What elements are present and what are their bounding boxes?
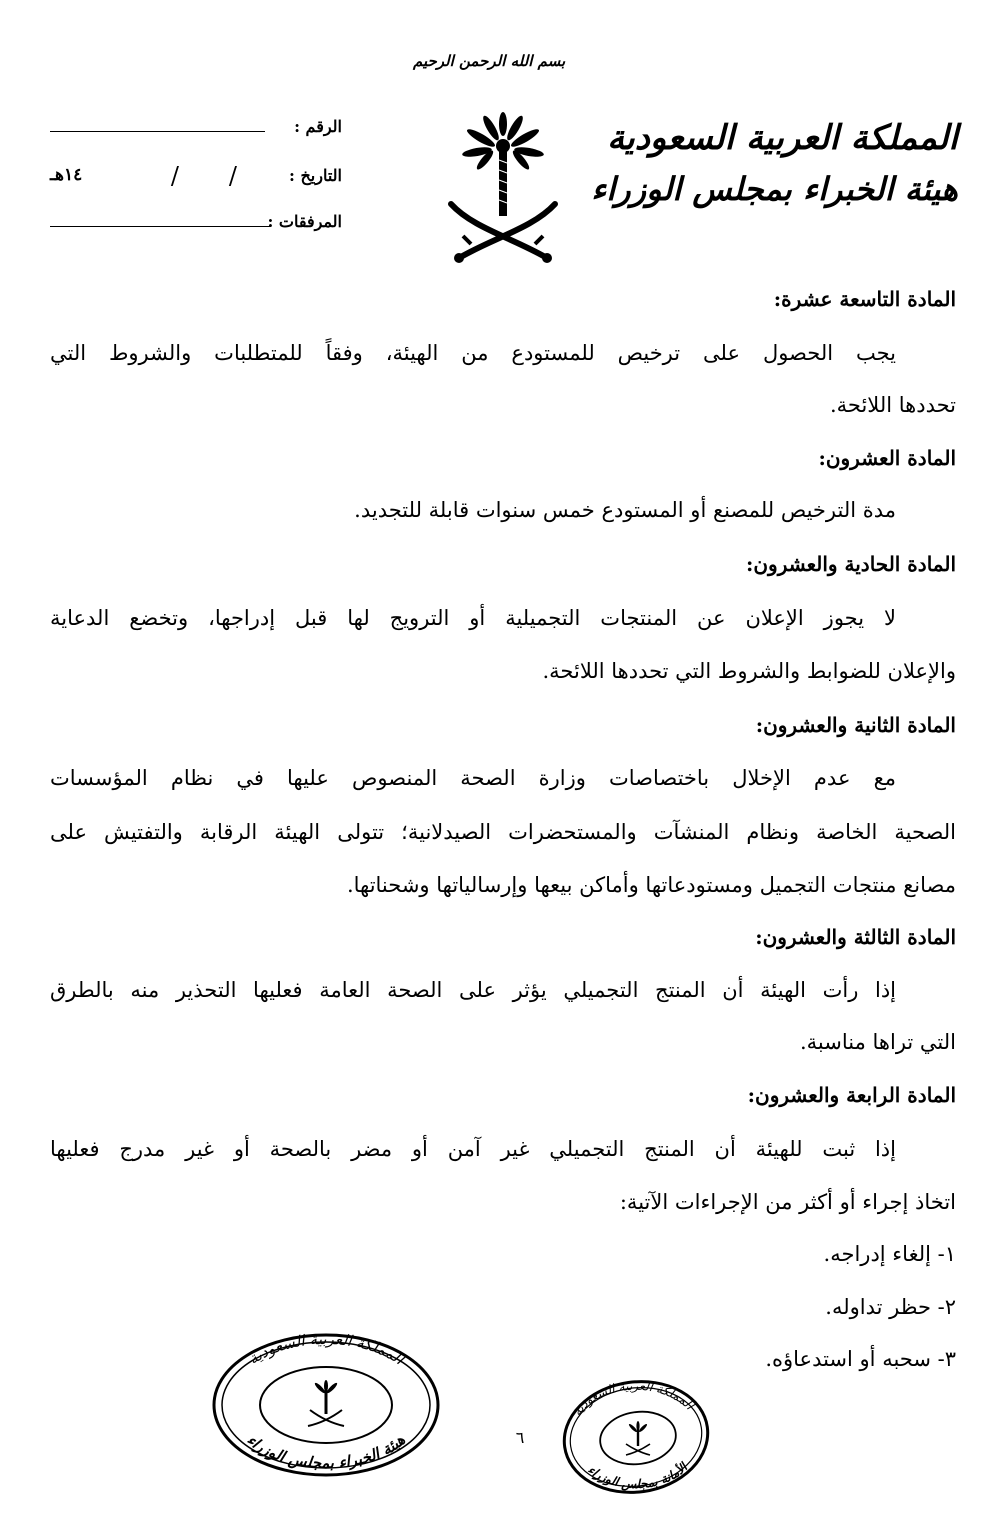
date-year-suffix: ١٤هـ: [50, 165, 83, 185]
article-text-line: لا يجوز الإعلان عن المنتجات التجميلية أو الترويج لها قبل إدراجها، وتخضع الدعاية: [50, 606, 896, 630]
svg-text:المملكة العربية السعودية: المملكة العربية السعودية: [569, 1378, 697, 1419]
article-heading: المادة التاسعة عشرة:: [773, 287, 956, 311]
reference-field: [50, 117, 342, 141]
article-text-line: التي تراها مناسبة.: [799, 1030, 956, 1054]
page-number: ٦: [515, 1428, 525, 1447]
date-slash: /: [228, 162, 237, 190]
date-field: [50, 162, 342, 190]
official-stamp-seal-icon: [560, 1378, 712, 1496]
article-text-line: اتخاذ إجراء أو أكثر من الإجراءات الآتية:: [619, 1190, 956, 1214]
list-item: ٢- حظر تداوله.: [825, 1295, 956, 1319]
palm-and-crossed-swords-emblem-icon: [443, 108, 563, 270]
official-stamp-seal-icon: [210, 1330, 442, 1480]
list-item: ١- إلغاء إدراجه.: [823, 1242, 956, 1266]
article-text-line: تحددها اللائحة.: [829, 393, 956, 417]
date-slash: /: [170, 162, 179, 190]
article-heading: المادة الثالثة والعشرون:: [755, 925, 956, 949]
reference-label: الرقم :: [294, 117, 342, 136]
article-heading: المادة الحادية والعشرون:: [745, 552, 956, 576]
attachments-blank-line: [50, 226, 270, 227]
article-text-line: مدة الترخيص للمصنع أو المستودع خمس سنوات قابلة للتجديد.: [354, 498, 896, 522]
svg-text:هيئة الخبراء بمجلس الوزراء: هيئة الخبراء بمجلس الوزراء: [243, 1430, 409, 1472]
article-text-line: والإعلان للضوابط والشروط التي تحددها اللائحة.: [542, 659, 956, 683]
list-item: ٣- سحبه أو استدعاؤه.: [765, 1347, 956, 1371]
article-text-line: مصانع منتجات التجميل ومستودعاتها وأماكن بيعها وإرسالياتها وشحناتها.: [346, 873, 956, 897]
article-text-line: يجب الحصول على ترخيص للمستودع من الهيئة، وفقاً للمتطلبات والشروط التي: [50, 341, 896, 365]
reference-blank-line: [50, 131, 265, 132]
org-name-line-1: المملكة العربية السعودية: [607, 118, 958, 158]
article-text-line: الصحية الخاصة ونظام المنشآت والمستحضرات الصيدلانية؛ تتولى الهيئة الرقابة والتفتيش على: [50, 820, 956, 844]
attachments-label: المرفقات :: [267, 212, 342, 231]
attachments-field: [50, 212, 342, 236]
article-text-line: إذا رأت الهيئة أن المنتج التجميلي يؤثر على الصحة العامة فعليها التحذير منه بالطرق: [50, 978, 896, 1002]
article-text-line: إذا ثبت للهيئة أن المنتج التجميلي غير آمن أو مضر بالصحة أو غير مدرج فعليها: [50, 1137, 896, 1161]
date-label: التاريخ :: [288, 166, 342, 185]
svg-text:المملكة العربية السعودية: المملكة العربية السعودية: [245, 1330, 408, 1369]
article-heading: المادة الثانية والعشرون:: [755, 713, 956, 737]
article-text-line: مع عدم الإخلال باختصاصات وزارة الصحة المنصوص عليها في نظام المؤسسات: [50, 766, 896, 790]
svg-text:الأمانة بمجلس الوزراء: الأمانة بمجلس الوزراء: [585, 1460, 690, 1492]
basmala: بسم الله الرحمن الرحيم: [413, 52, 566, 70]
article-heading: المادة العشرون:: [818, 446, 956, 470]
org-name-line-2: هيئة الخبراء بمجلس الوزراء: [591, 170, 958, 208]
article-heading: المادة الرابعة والعشرون:: [747, 1083, 956, 1107]
